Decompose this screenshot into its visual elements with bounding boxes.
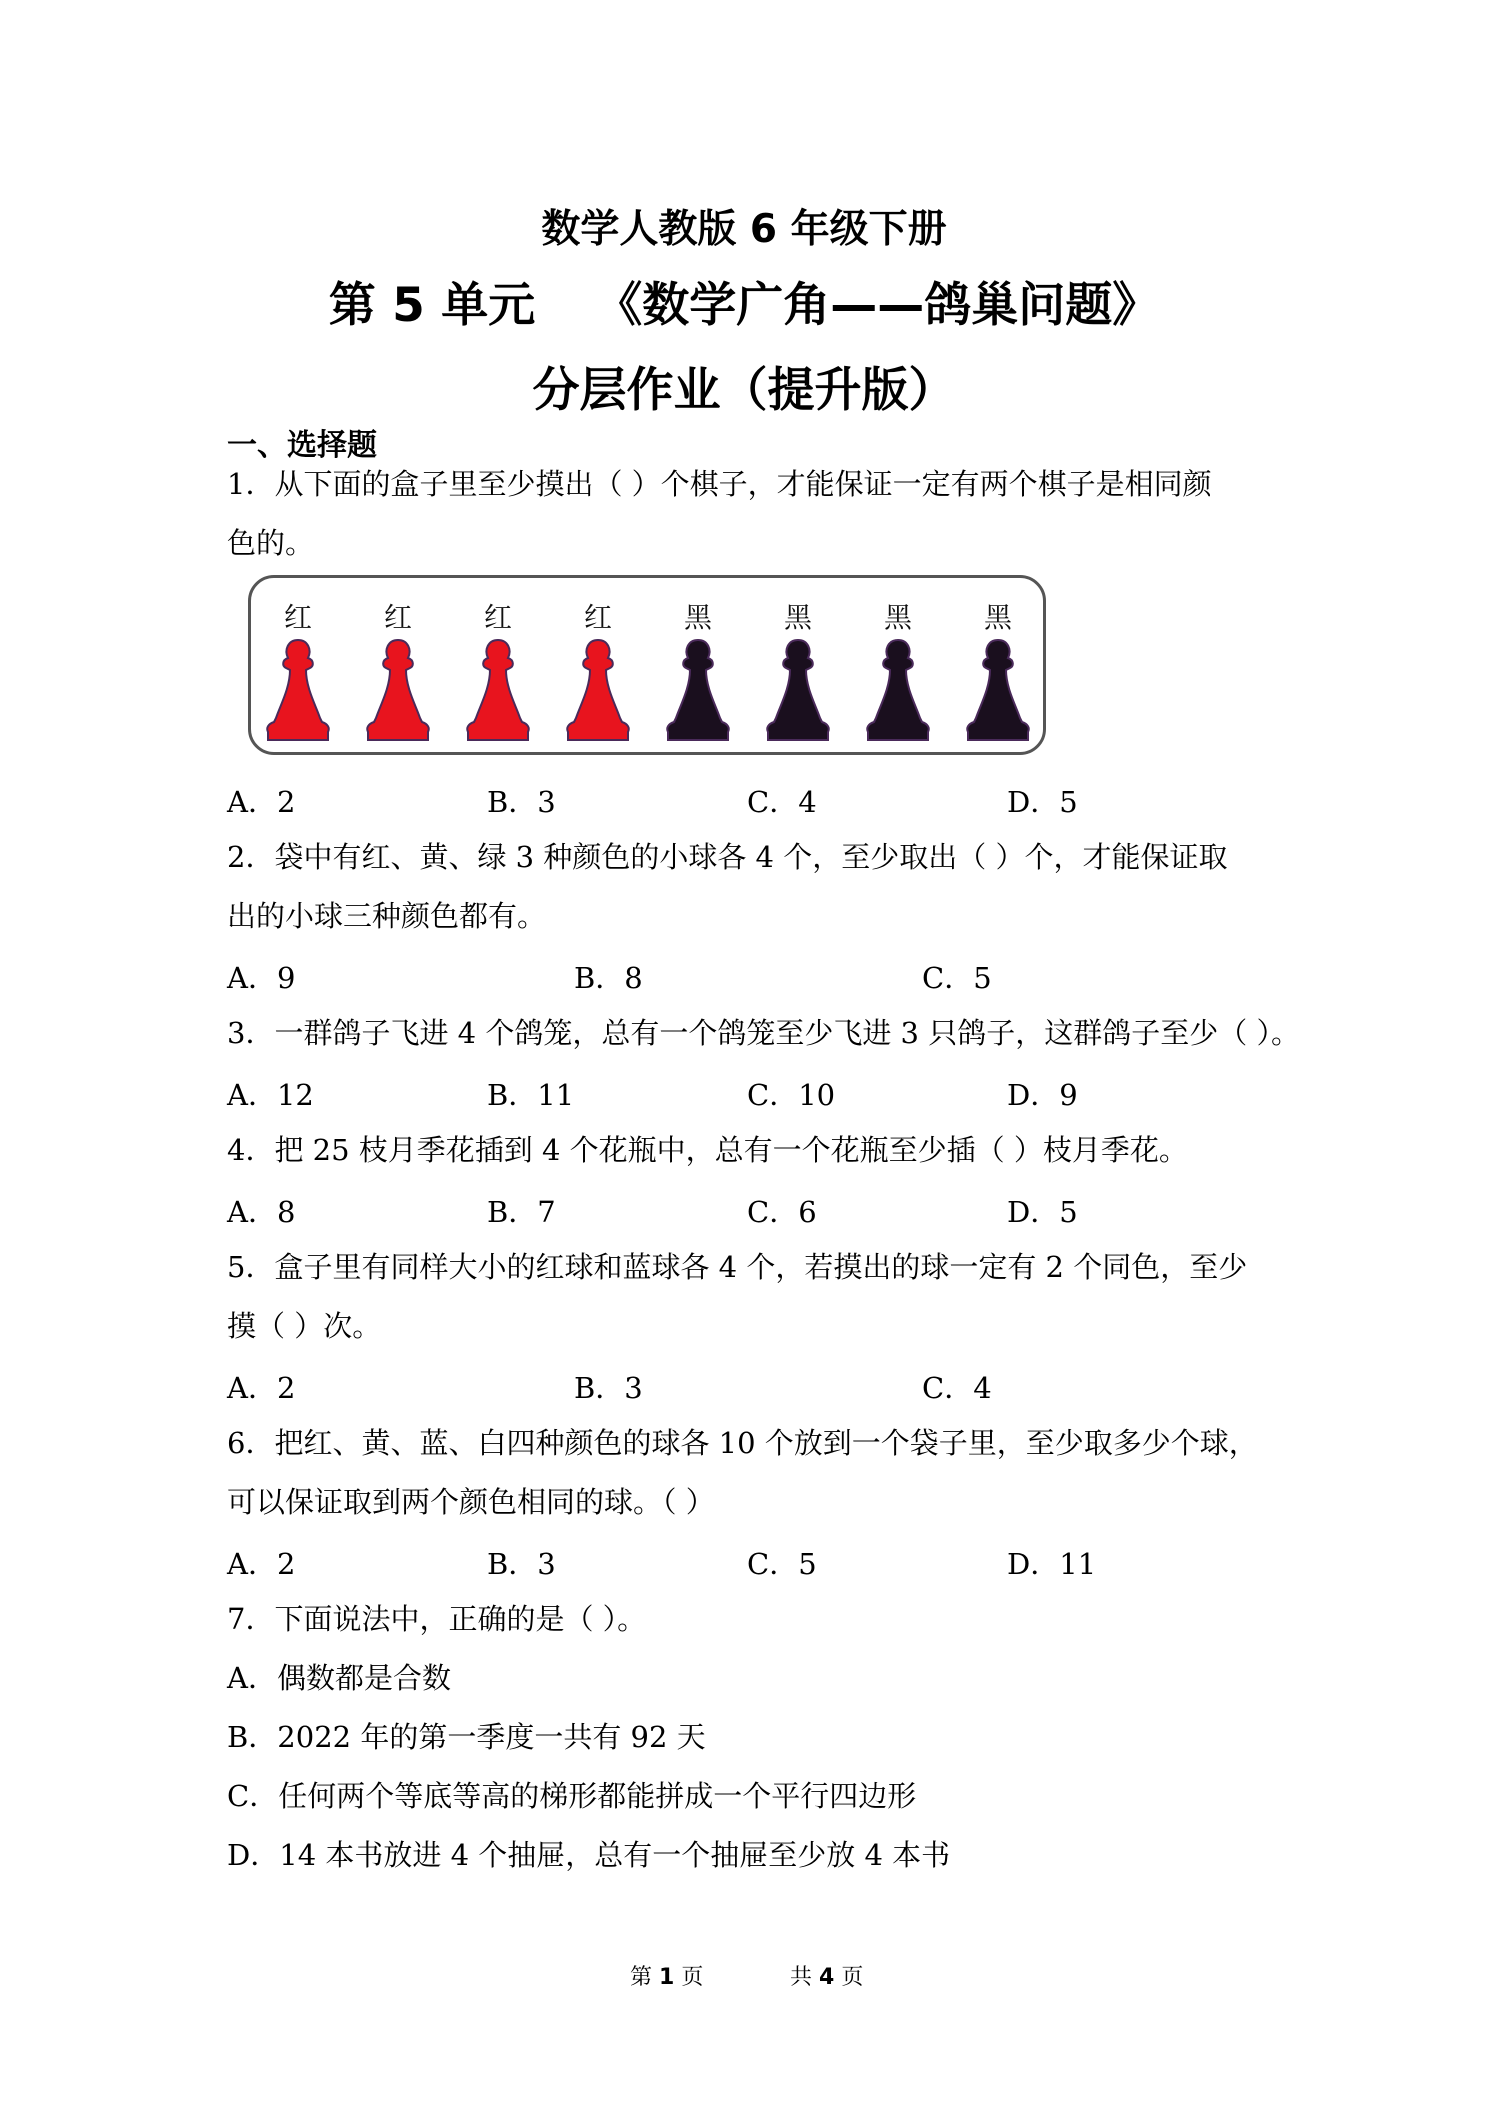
question-line: 色的。: [227, 526, 315, 560]
pawn-icon: [364, 636, 432, 746]
option-b[interactable]: B．3: [574, 1371, 643, 1405]
question-5: [227, 1238, 1277, 1356]
options-q5: [227, 1366, 1327, 1406]
options-q3: [227, 1073, 1327, 1113]
chess-piece: [658, 578, 738, 758]
page-total: 共 4 页: [790, 1965, 864, 1990]
piece-label: 黑: [683, 601, 712, 634]
question-3: [227, 1004, 1300, 1063]
option-d[interactable]: D．14 本书放进 4 个抽屉，总有一个抽屉至少放 4 本书: [227, 1838, 951, 1872]
piece-label: 红: [483, 601, 512, 634]
title-unit-topic: 《数学广角——鸽巢问题》: [595, 278, 1160, 333]
piece-label: 黑: [783, 601, 812, 634]
option-d[interactable]: D．5: [1007, 785, 1078, 819]
piece-label: 黑: [883, 601, 912, 634]
pawn-icon: [464, 636, 532, 746]
section-heading: 一、选择题: [227, 428, 377, 463]
question-2: [227, 828, 1277, 946]
question-line: 3．一群鸽子飞进 4 个鸽笼，总有一个鸽笼至少飞进 3 只鸽子，这群鸽子至少（ ）。: [227, 1016, 1300, 1050]
option-c[interactable]: C．5: [747, 1547, 817, 1581]
option-d[interactable]: D．5: [1007, 1195, 1078, 1229]
chess-piece: [858, 578, 938, 758]
options-q4: [227, 1190, 1327, 1230]
option-c[interactable]: C．6: [747, 1195, 817, 1229]
option-d[interactable]: D．11: [1007, 1547, 1097, 1581]
pawn-icon: [964, 636, 1032, 746]
page-number: 第 1 页: [630, 1965, 704, 1990]
question-4: [227, 1121, 1277, 1180]
option-a[interactable]: A．9: [227, 961, 296, 995]
options-q6: [227, 1542, 1327, 1582]
option-c[interactable]: C．10: [747, 1078, 836, 1112]
chess-piece: [358, 578, 438, 758]
chess-piece: [458, 578, 538, 758]
question-line: 7．下面说法中，正确的是（ ）。: [227, 1602, 647, 1636]
chess-piece: [258, 578, 338, 758]
chess-piece: [958, 578, 1038, 758]
question-line: 4．把 25 枝月季花插到 4 个花瓶中，总有一个花瓶至少插（ ）枝月季花。: [227, 1133, 1188, 1167]
option-d[interactable]: D．9: [1007, 1078, 1078, 1112]
question-7: [227, 1590, 1277, 1649]
question-line: 5．盒子里有同样大小的红球和蓝球各 4 个，若摸出的球一定有 2 个同色，至少: [227, 1250, 1248, 1284]
question-line: 出的小球三种颜色都有。: [227, 899, 547, 933]
option-a[interactable]: A．2: [227, 785, 296, 819]
pawn-icon: [764, 636, 832, 746]
chess-piece: [558, 578, 638, 758]
title-grade: 数学人教版 6 年级下册: [541, 207, 947, 252]
chess-piece: [758, 578, 838, 758]
option-b[interactable]: B．3: [487, 1547, 556, 1581]
question-6: [227, 1414, 1277, 1532]
piece-label: 红: [583, 601, 612, 634]
option-b[interactable]: B．7: [487, 1195, 556, 1229]
chess-pieces-figure: [248, 575, 1046, 755]
title-unit: [0, 268, 1488, 335]
option-b[interactable]: B．2022 年的第一季度一共有 92 天: [227, 1720, 706, 1754]
option-c[interactable]: C．4: [747, 785, 817, 819]
piece-label: 红: [383, 601, 412, 634]
title-unit-number: 第 5 单元: [328, 278, 536, 333]
options-q1: [227, 780, 1327, 820]
option-a[interactable]: A．偶数都是合数: [227, 1661, 451, 1695]
option-a[interactable]: A．2: [227, 1371, 296, 1405]
piece-label: 黑: [983, 601, 1012, 634]
question-line: 摸（ ）次。: [227, 1309, 382, 1343]
question-line: 1．从下面的盒子里至少摸出（ ）个棋子，才能保证一定有两个棋子是相同颜: [227, 467, 1212, 501]
title-homework-type: 分层作业（提升版）: [532, 363, 956, 418]
option-c[interactable]: C．5: [922, 961, 992, 995]
piece-label: 红: [283, 601, 312, 634]
question-line: 可以保证取到两个颜色相同的球。（ ）: [227, 1485, 715, 1519]
option-b[interactable]: B．8: [574, 961, 643, 995]
pawn-icon: [564, 636, 632, 746]
option-a[interactable]: A．2: [227, 1547, 296, 1581]
option-b[interactable]: B．3: [487, 785, 556, 819]
pawn-icon: [864, 636, 932, 746]
pawn-icon: [264, 636, 332, 746]
option-c[interactable]: C．4: [922, 1371, 992, 1405]
option-b[interactable]: B．11: [487, 1078, 575, 1112]
question-line: 6．把红、黄、蓝、白四种颜色的球各 10 个放到一个袋子里，至少取多少个球，: [227, 1426, 1258, 1460]
option-a[interactable]: A．8: [227, 1195, 296, 1229]
question-1: [227, 455, 1277, 573]
options-q2: [227, 956, 1327, 996]
question-line: 2．袋中有红、黄、绿 3 种颜色的小球各 4 个，至少取出（ ）个，才能保证取: [227, 840, 1228, 874]
option-c[interactable]: C．任何两个等底等高的梯形都能拼成一个平行四边形: [227, 1779, 917, 1813]
option-a[interactable]: A．12: [227, 1078, 314, 1112]
pawn-icon: [664, 636, 732, 746]
